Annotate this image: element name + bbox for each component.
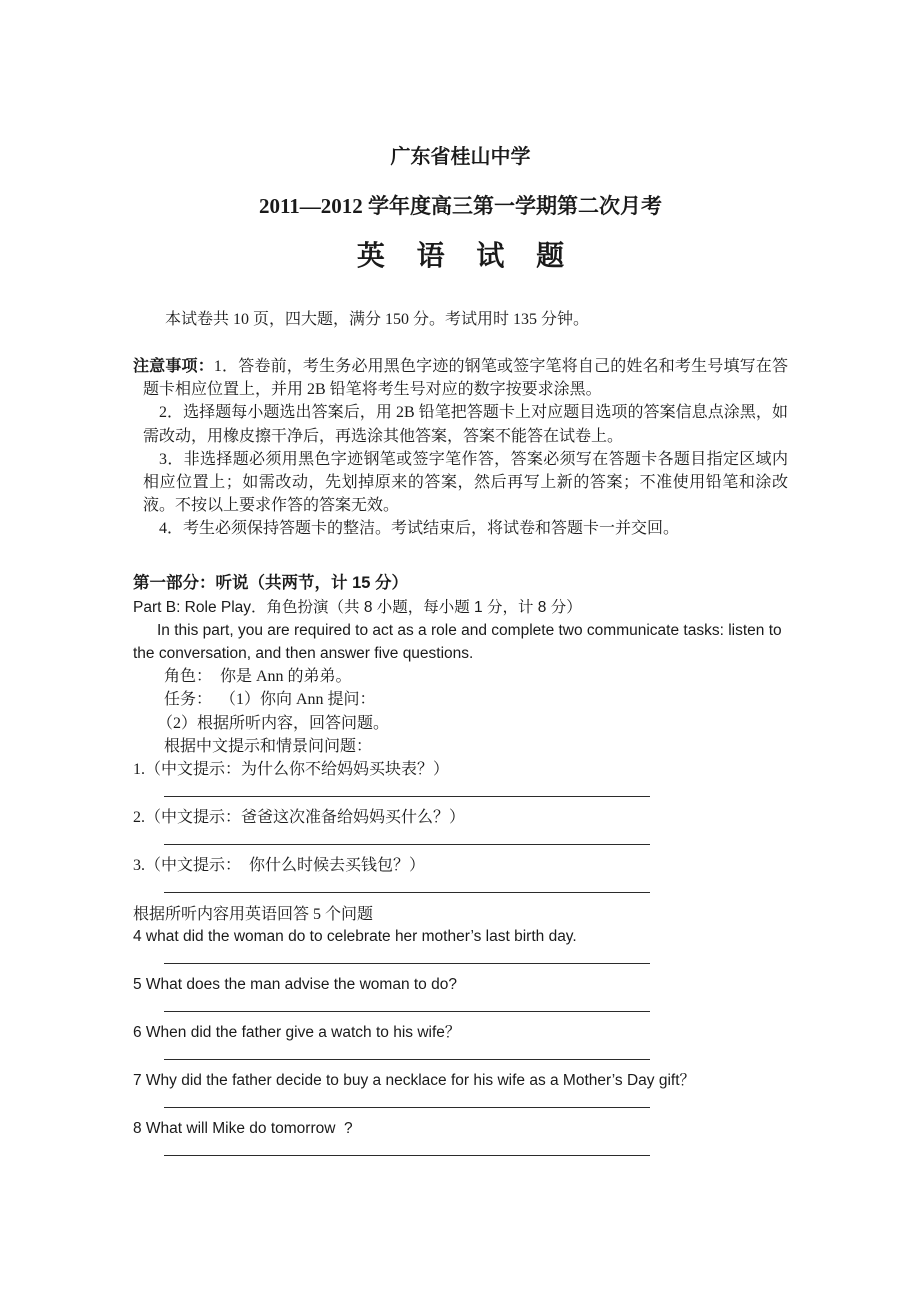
chinese-prompt-header: 根据中文提示和情景问问题： [164,738,373,756]
english-question-list [133,926,788,1156]
answer-blank [164,892,650,893]
answer-blank [164,796,650,797]
answer-blank [164,1011,650,1012]
answer-blank [164,1155,650,1156]
english-instructions: In this part, you are required to act as a role and complete two communicate tasks: listen to the conversation, and then answer five questions. [133,621,782,662]
question-line: 5 What does the man advise the woman to do? [133,976,457,993]
exam-session-title: 2011—2012 学年度高三第一学期第二次月考 [258,194,663,218]
question-line: 2.（中文提示：爸爸这次准备给妈妈买什么？） [133,809,466,826]
notices-label: 注意事项： [133,358,214,375]
paper-title: 英 语 试 题 [356,240,577,271]
notice-item [133,355,788,401]
question-line: 8 What will Mike do tomorrow ? [133,1120,353,1137]
question-line: 7 Why did the father decide to buy a necklace for his wife as a Mother’s Day gift？ [133,1072,696,1089]
question-line: 1.（中文提示：为什么你不给妈妈买块表？） [133,761,450,778]
question-line: 4 what did the woman do to celebrate her mother’s last birth day. [133,928,577,945]
answer-blank [164,963,650,964]
school-name: 广东省桂山中学 [390,146,531,168]
notice-item: 4．考生必须保持答题卡的整洁。考试结束后，将试卷和答题卡一并交回。 [159,520,680,538]
notice-text: 1．答卷前，考生务必用黑色字迹的钢笔或签字笔将自己的姓名和考生号填写在答题卡相应位置上，并用 2B 铅笔将考生号对应的数字按要求涂黑。 [143,358,788,399]
question-line: 6 When did the father give a watch to his wife？ [133,1024,461,1041]
task-line-2: （2）根据所听内容，回答问题。 [157,714,390,732]
answer-blank [164,1107,650,1108]
english-answer-header: 根据所听内容用英语回答 5 个问题 [133,906,374,923]
question-line: 3.（中文提示： 你什么时候去买钱包？） [133,857,426,874]
task-line: 任务： （1）你向 Ann 提问： [164,691,376,709]
chinese-question-list [133,759,788,893]
answer-blank [164,1059,650,1060]
exam-info: 本试卷共 10 页，四大题，满分 150 分。考试用时 135 分钟。 [165,311,590,328]
role-line: 角色： 你是 Ann 的弟弟。 [164,667,352,685]
part1-heading: 第一部分：听说（共两节，计 15 分） [133,573,409,592]
notice-item: 3．非选择题必须用黑色字迹钢笔或签字笔作答，答案必须写在答题卡各题目指定区域内相应位置上；如需改动，先划掉原来的答案，然后再写上新的答案；不准使用铅笔和涂改液。不按以上要求作答的答案无效。 [143,450,788,515]
notices-section [133,355,788,541]
part-b-subheading: Part B: Role Play．角色扮演（共 8 小题，每小题 1 分，计 8 分） [133,598,582,616]
notice-item: 2．选择题每小题选出答案后，用 2B 铅笔把答题卡上对应题目选项的答案信息点涂黑，如需改动，用橡皮擦干净后，再选涂其他答案，答案不能答在试卷上。 [143,404,788,445]
answer-blank [164,844,650,845]
